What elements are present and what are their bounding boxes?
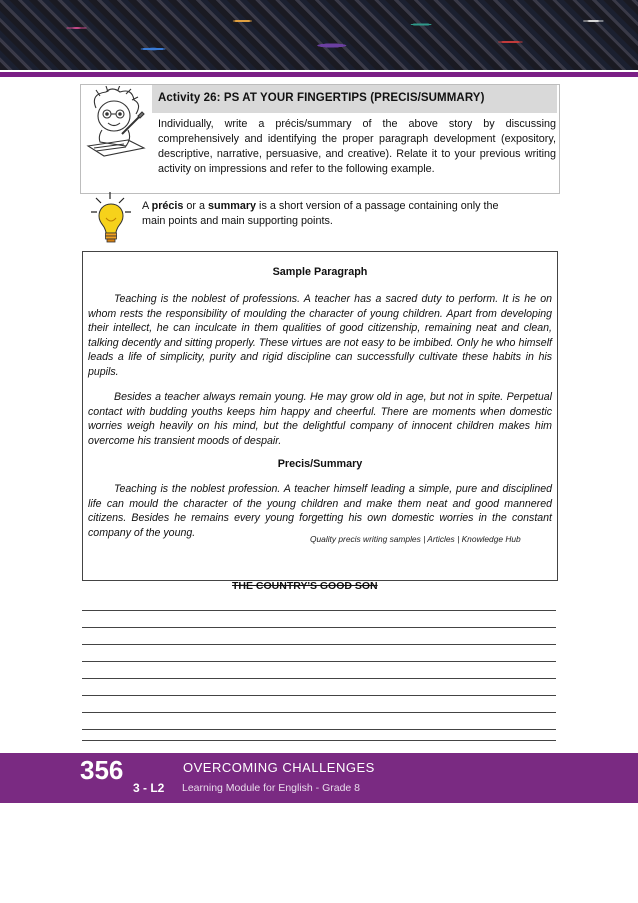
precis-definition-line2: main points and main supporting points. — [142, 215, 333, 227]
unit-label: 3 - L2 — [133, 781, 165, 795]
story-title: THE COUNTRY'S GOOD SON — [232, 580, 378, 592]
precis-definition: A précis or a summary is a short version of a passage containing only the — [142, 200, 499, 212]
source-citation: Quality precis writing samples | Articles | Knowledge Hub — [310, 534, 521, 544]
kid-writing-icon — [82, 86, 150, 158]
writing-line[interactable] — [82, 695, 556, 696]
lightbulb-icon — [90, 190, 132, 246]
term-precis: précis — [151, 200, 184, 212]
writing-line[interactable] — [82, 740, 556, 741]
footer-subtitle: Learning Module for English - Grade 8 — [182, 782, 361, 794]
writing-line[interactable] — [82, 678, 556, 679]
page-number: 356 — [80, 755, 124, 785]
summary-heading: Precis/Summary — [277, 458, 363, 470]
decorative-banner — [0, 0, 638, 70]
term-summary: summary — [208, 200, 257, 212]
writing-line[interactable] — [82, 610, 556, 611]
sample-heading: Sample Paragraph — [272, 266, 368, 278]
activity-title: Activity 26: PS AT YOUR FINGERTIPS (PRECIS/SUMMARY) — [158, 92, 485, 104]
writing-line[interactable] — [82, 644, 556, 645]
sample-paragraph-1: Teaching is the noblest of professions. A teacher has a sacred duty to perform. It is he on whom rests the responsibility of moulding the character of young children. Apart from developing their intellect, he can inculcate in them qualities of good citizenship, remaining neat and clean, talking decently and sitting properly. These virtues are not easy to be imbibed. Only he who himself leads a life of simplicity, purity and rigid discipline can successfully cultivate these habits in his pupils. — [88, 293, 552, 378]
banner-divider — [0, 72, 638, 77]
writing-line[interactable] — [82, 661, 556, 662]
activity-instructions: Individually, write a précis/summary of the above story by discussing comprehensively and identifying the proper paragraph development (expository, descriptive, narrative, persuasive, and creative). Relate it to your previous writing activity on impressions and refer to the following example. — [158, 118, 556, 175]
writing-line[interactable] — [82, 712, 556, 713]
sample-paragraph-2: Besides a teacher always remain young. He may grow old in age, but not in spite. Perpetual contact with budding youths keeps him happy and cheerful. There are moments when domestic worries weigh heavily on his mind, but the delightful company of innocent children makes him overcome his transient moods of despair. — [88, 391, 552, 447]
footer-title: OVERCOMING CHALLENGES — [183, 760, 375, 775]
writing-line[interactable] — [82, 729, 556, 730]
summary-paragraph: Teaching is the noblest profession. A teacher himself leading a simple, pure and disciplined life can mould the character of the young children and make them neat and good mannered citizens. Besides he remains every young forgetting his own domestic worries in the constant company of the young. — [88, 483, 552, 539]
writing-line[interactable] — [82, 627, 556, 628]
